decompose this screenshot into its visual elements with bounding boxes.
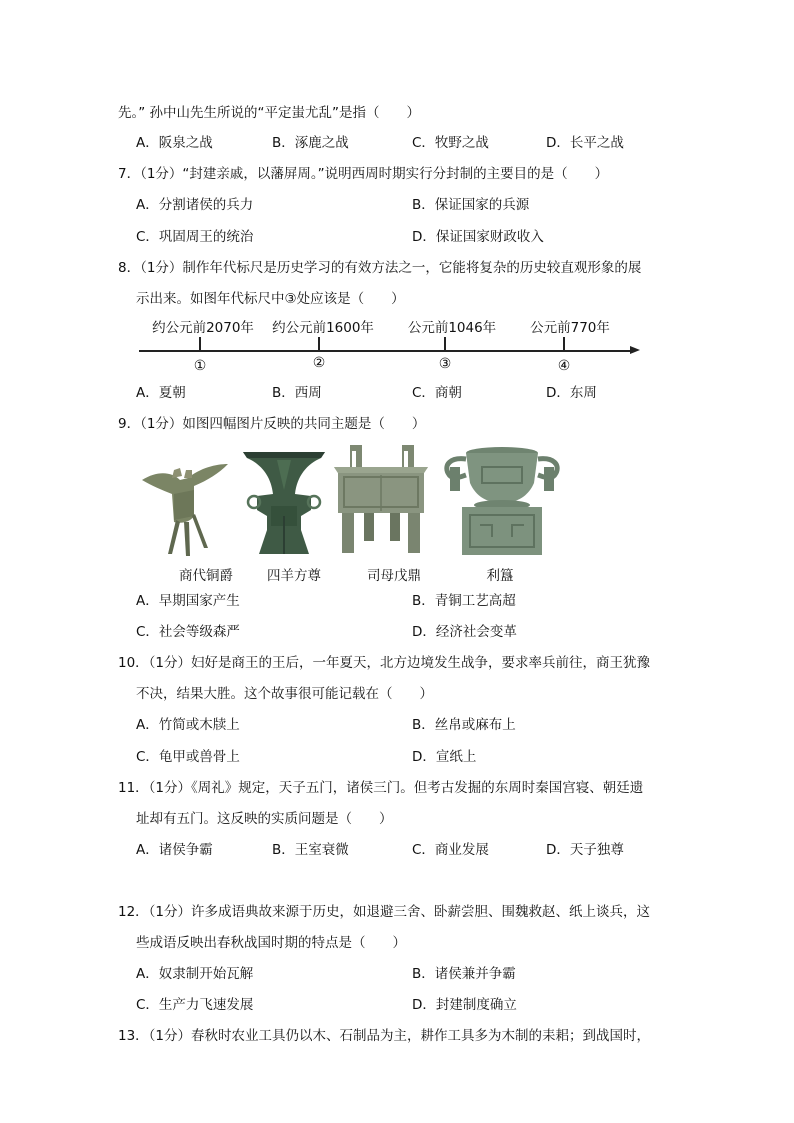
- q6-option-a[interactable]: A．阪泉之战: [136, 135, 213, 151]
- q9-stem: 9．（1分）如图四幅图片反映的共同主题是（ ）: [118, 416, 426, 432]
- q7-stem: 7．（1分）“封建亲戚，以藩屏周。”说明西周时期实行分封制的主要目的是（ ）: [118, 166, 609, 182]
- q13-stem-line1: 13．（1分）春秋时农业工具仍以木、石制品为主，耕作工具多为木制的耒耜；到战国时，: [118, 1028, 651, 1044]
- q12-option-b[interactable]: B．诸侯兼并争霸: [412, 966, 516, 982]
- q11-option-d[interactable]: D．天子独尊: [546, 842, 624, 858]
- bronze-ding-icon: [332, 443, 430, 557]
- q8-stem-line2: 示出来。如图年代标尺中③处应该是（ ）: [136, 291, 405, 307]
- caption-zun: 四羊方尊: [267, 568, 321, 584]
- timeline-date: 约公元前1600年: [272, 320, 374, 336]
- q12-stem-line1: 12．（1分）许多成语典故来源于历史，如退避三舍、卧薪尝胆、围魏救赵、纸上谈兵，这: [118, 904, 651, 920]
- timeline-tick: [563, 337, 565, 351]
- q7-option-c[interactable]: C．巩固周王的统治: [136, 229, 254, 245]
- q11-option-b[interactable]: B．王室衰微: [272, 842, 349, 858]
- q7-option-d[interactable]: D．保证国家财政收入: [412, 229, 544, 245]
- q9-option-d[interactable]: D．经济社会变革: [412, 624, 517, 640]
- q8-option-b[interactable]: B．西周: [272, 385, 322, 401]
- q10-option-d[interactable]: D．宣纸上: [412, 749, 477, 765]
- q6-stem: 先。” 孙中山先生所说的“平定蚩尤乱”是指（ ）: [118, 105, 421, 121]
- q9-option-a[interactable]: A．早期国家产生: [136, 593, 240, 609]
- q10-option-b[interactable]: B．丝帛或麻布上: [412, 717, 516, 733]
- q11-stem-line1: 11．（1分）《周礼》规定，天子五门，诸侯三门。但考古发掘的东周时秦国宫寝、朝廷遗: [118, 780, 644, 796]
- q8-option-c[interactable]: C．商朝: [412, 385, 462, 401]
- q11-stem-line2: 址却有五门。这反映的实质问题是（ ）: [136, 811, 393, 827]
- q12-option-d[interactable]: D．封建制度确立: [412, 997, 517, 1013]
- q6-option-d[interactable]: D．长平之战: [546, 135, 624, 151]
- q12-option-c[interactable]: C．生产力飞速发展: [136, 997, 254, 1013]
- caption-jue: 商代铜爵: [179, 568, 233, 584]
- timeline-tick: [199, 337, 201, 351]
- q11-option-c[interactable]: C．商业发展: [412, 842, 489, 858]
- q6-option-b[interactable]: B．涿鹿之战: [272, 135, 349, 151]
- timeline-mark: ②: [312, 355, 326, 371]
- timeline-date: 约公元前2070年: [152, 320, 254, 336]
- q8-option-a[interactable]: A．夏朝: [136, 385, 186, 401]
- timeline-mark: ④: [557, 358, 571, 374]
- bronze-gui-icon: [442, 445, 562, 557]
- timeline-ruler: [130, 310, 650, 380]
- timeline-mark: ①: [193, 358, 207, 374]
- timeline-tick: [318, 337, 320, 351]
- caption-ding: 司母戊鼎: [367, 568, 421, 584]
- caption-gui: 利簋: [486, 568, 514, 584]
- q10-stem-line2: 不决，结果大胜。这个故事很可能记载在（ ）: [136, 686, 433, 702]
- timeline-tick: [444, 337, 446, 351]
- q9-option-c[interactable]: C．社会等级森严: [136, 624, 240, 640]
- arrow-right-icon: [630, 346, 640, 354]
- q11-option-a[interactable]: A．诸侯争霸: [136, 842, 213, 858]
- q7-option-b[interactable]: B．保证国家的兵源: [412, 197, 530, 213]
- q7-option-a[interactable]: A．分割诸侯的兵力: [136, 197, 254, 213]
- timeline-mark: ③: [438, 356, 452, 372]
- q12-option-a[interactable]: A．奴隶制开始瓦解: [136, 966, 254, 982]
- timeline-axis: [139, 350, 635, 352]
- timeline-date: 公元前770年: [530, 320, 610, 336]
- q10-option-c[interactable]: C．龟甲或兽骨上: [136, 749, 240, 765]
- q8-option-d[interactable]: D．东周: [546, 385, 597, 401]
- q8-stem-line1: 8．（1分）制作年代标尺是历史学习的有效方法之一，它能将复杂的历史较直观形象的展: [118, 260, 642, 276]
- q10-option-a[interactable]: A．竹简或木牍上: [136, 717, 240, 733]
- q6-option-c[interactable]: C．牧野之战: [412, 135, 489, 151]
- bronze-zun-icon: [241, 450, 327, 558]
- q9-option-b[interactable]: B．青铜工艺高超: [412, 593, 516, 609]
- timeline-date: 公元前1046年: [407, 320, 497, 336]
- q10-stem-line1: 10．（1分）妇好是商王的王后，一年夏天，北方边境发生战争，要求率兵前往，商王犹豫: [118, 655, 651, 671]
- q12-stem-line2: 些成语反映出春秋战国时期的特点是（ ）: [136, 935, 406, 951]
- bronze-jue-icon: [138, 458, 230, 558]
